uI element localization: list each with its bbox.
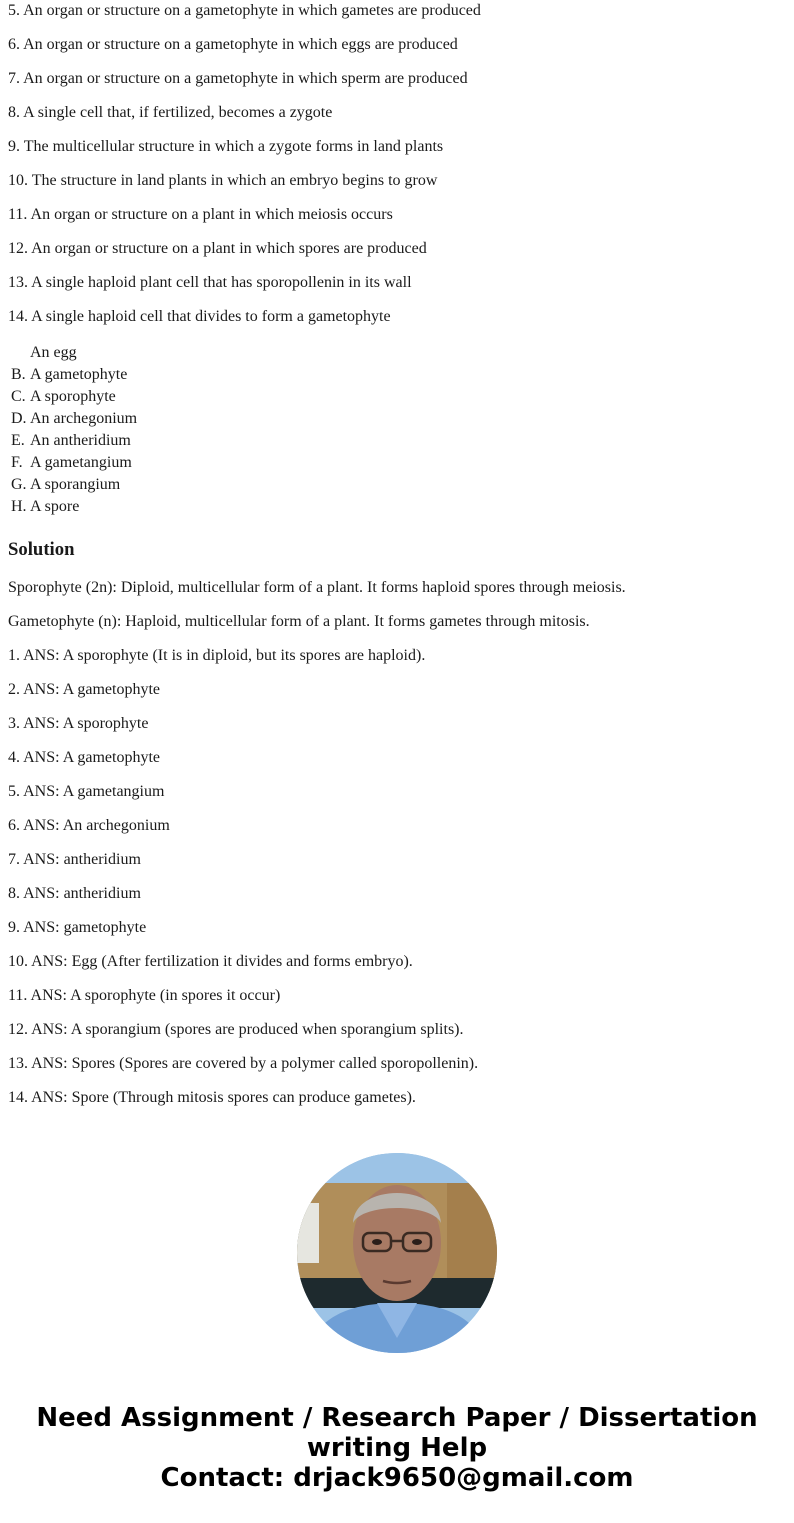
option-text: A sporangium xyxy=(30,476,121,493)
option-letter: E. xyxy=(11,432,25,449)
answer-12: 12. ANS: A sporangium (spores are produced when sporangium splits). xyxy=(8,1021,464,1038)
option-text: A gametangium xyxy=(30,454,132,471)
option-text: A gametophyte xyxy=(30,366,128,383)
option-letter: H. xyxy=(11,498,27,515)
option-letter: C. xyxy=(11,388,26,405)
question-14: 14. A single haploid cell that divides to form a gametophyte xyxy=(8,308,391,325)
option-letter: F. xyxy=(11,454,23,471)
banner-line-1: Need Assignment / Research Paper / Dissertation xyxy=(36,1403,758,1433)
answer-14: 14. ANS: Spore (Through mitosis spores can produce gametes). xyxy=(8,1089,416,1106)
solution-gametophyte-definition: Gametophyte (n): Haploid, multicellular form of a plant. It forms gametes through mitosis. xyxy=(8,613,590,630)
question-6: 6. An organ or structure on a gametophyte in which eggs are produced xyxy=(8,36,458,53)
solution-heading: Solution xyxy=(8,539,75,560)
solution-sporophyte-definition: Sporophyte (2n): Diploid, multicellular form of a plant. It forms haploid spores through meiosis. xyxy=(8,579,626,596)
answer-4: 4. ANS: A gametophyte xyxy=(8,749,160,766)
answer-2: 2. ANS: A gametophyte xyxy=(8,681,160,698)
banner-contact-email: Contact: drjack9650@gmail.com xyxy=(160,1463,634,1493)
banner-line-2: writing Help xyxy=(306,1433,488,1463)
question-9: 9. The multicellular structure in which a zygote forms in land plants xyxy=(8,138,444,155)
question-13: 13. A single haploid plant cell that has sporopollenin in its wall xyxy=(8,274,412,291)
answer-11: 11. ANS: A sporophyte (in spores it occur) xyxy=(8,987,281,1004)
answer-1: 1. ANS: A sporophyte (It is in diploid, but its spores are haploid). xyxy=(8,647,426,664)
option-text: An archegonium xyxy=(30,410,138,427)
question-8: 8. A single cell that, if fertilized, becomes a zygote xyxy=(8,104,333,121)
option-letter: G. xyxy=(11,476,27,493)
author-avatar xyxy=(297,1153,497,1353)
contact-banner xyxy=(0,1403,794,1493)
author-portrait-icon xyxy=(297,1153,497,1353)
option-letter: B. xyxy=(11,366,26,383)
answer-13: 13. ANS: Spores (Spores are covered by a polymer called sporopollenin). xyxy=(8,1055,479,1072)
question-11: 11. An organ or structure on a plant in which meiosis occurs xyxy=(8,206,393,223)
answer-6: 6. ANS: An archegonium xyxy=(8,817,170,834)
option-text: A sporophyte xyxy=(30,388,116,405)
answer-10: 10. ANS: Egg (After fertilization it divides and forms embryo). xyxy=(8,953,413,970)
question-12: 12. An organ or structure on a plant in which spores are produced xyxy=(8,240,427,257)
answer-5: 5. ANS: A gametangium xyxy=(8,783,165,800)
option-letter: D. xyxy=(11,410,27,427)
question-10: 10. The structure in land plants in which an embryo begins to grow xyxy=(8,172,438,189)
question-5: 5. An organ or structure on a gametophyte in which gametes are produced xyxy=(8,2,481,19)
answer-8: 8. ANS: antheridium xyxy=(8,885,141,902)
answer-9: 9. ANS: gametophyte xyxy=(8,919,147,936)
option-text: An antheridium xyxy=(30,432,131,449)
question-7: 7. An organ or structure on a gametophyte in which sperm are produced xyxy=(8,70,468,87)
answer-3: 3. ANS: A sporophyte xyxy=(8,715,149,732)
option-text: An egg xyxy=(30,344,77,361)
option-text: A spore xyxy=(30,498,80,515)
answer-7: 7. ANS: antheridium xyxy=(8,851,141,868)
